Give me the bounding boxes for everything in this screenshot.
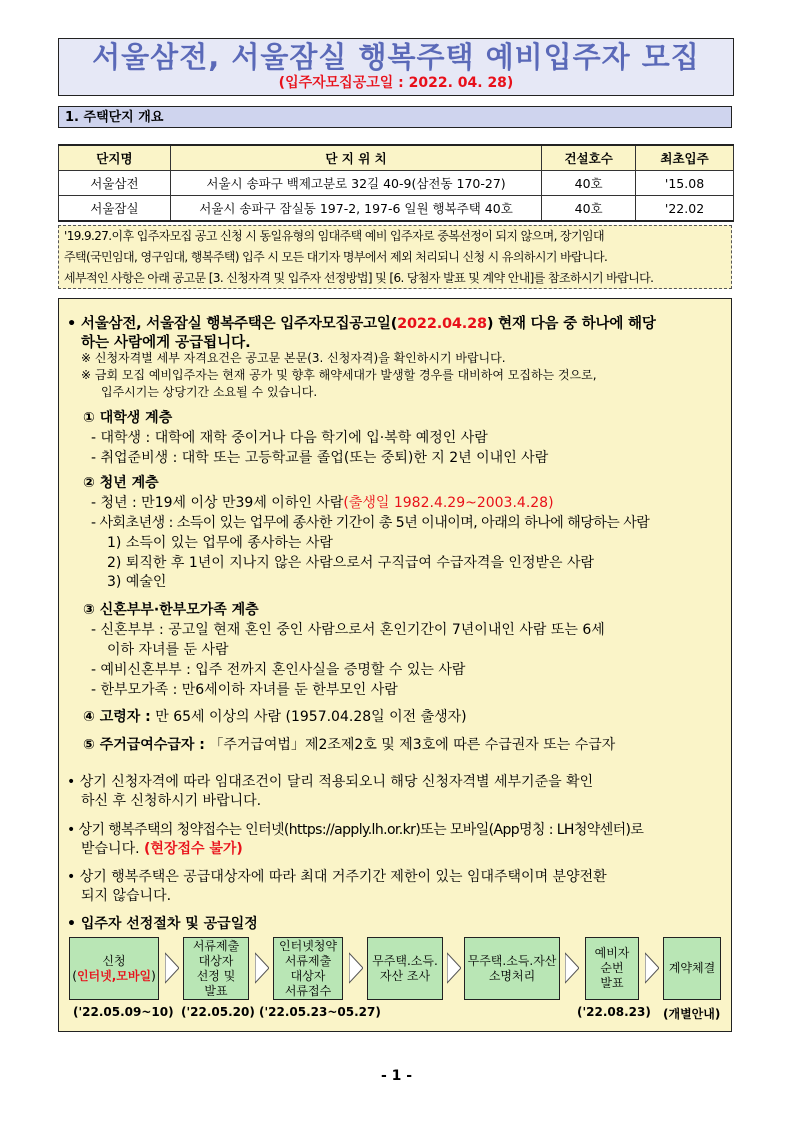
bullet-line: 되지 않습니다. <box>81 888 172 904</box>
group-line-elderly: ④ 고령자 : 만 65세 이상의 사람 (1957.04.28일 이전 출생자) <box>83 709 467 725</box>
bullet-line: 받습니다. (현장접수 불가) <box>81 841 243 857</box>
flow-step-apply: 신청 (인터넷,모바일) <box>69 937 159 1000</box>
flow-step-explanation: 무주택.소득.자산 소명처리 <box>464 937 560 1000</box>
bullet-line: • 상기 행복주택의 청약접수는 인터넷(https://apply.lh.or.kr)또는 모바일(App명칭 : LH청약센터)로 <box>67 822 644 838</box>
intro-note: ※ 신청자격별 세부 자격요건은 공고문 본문(3. 신청자격)을 확인하시기 바랍니다. <box>81 351 506 365</box>
page-title: 서울삼전, 서울잠실 행복주택 예비입주자 모집 <box>92 40 700 74</box>
flow-date: ('22.05.09~10) <box>73 1005 174 1019</box>
intro-line: • 서울삼전, 서울잠실 행복주택은 입주자모집공고일(2022.04.28) 현재 다음 중 하나에 해당 <box>67 316 656 332</box>
group-line: 이하 자녀를 둔 사람 <box>107 642 229 658</box>
bullet-line: 하신 후 신청하시기 바랍니다. <box>81 793 262 809</box>
group-title-elderly: ④ 고령자 : <box>83 709 151 725</box>
group-line: - 사회초년생 : 소득이 있는 업무에 종사한 기간이 총 5년 이내이며, 아래의 하나에 해당하는 사람 <box>91 515 650 531</box>
group-line: - 신혼부부 : 공고일 현재 혼인 중인 사람으로서 혼인기간이 7년이내인 사람 또는 6세 <box>91 622 605 638</box>
title-box <box>58 38 734 96</box>
group-line: 1) 소득이 있는 업무에 종사하는 사람 <box>107 535 333 551</box>
table-cell: 서울잠실 <box>59 196 171 222</box>
flow-step-contract: 계약체결 <box>663 937 721 1000</box>
group-line: - 취업준비생 : 대학 또는 고등학교를 졸업(또는 중퇴)한 지 2년 이내인 사람 <box>91 450 549 466</box>
table-cell: 40호 <box>542 171 636 196</box>
intro-note: 입주시기는 상당기간 소요될 수 있습니다. <box>101 385 318 399</box>
table-header: 건설호수 <box>542 145 636 171</box>
flow-arrow-icon <box>447 945 461 991</box>
bullet-dot: • <box>67 316 81 332</box>
group-title-housing-benefit: ⑤ 주거급여수급자 : <box>83 737 205 753</box>
flow-arrow-icon <box>565 945 579 991</box>
group-title-newlywed: ③ 신혼부부·한부모가족 계층 <box>83 602 259 618</box>
group-line: 2) 퇴직한 후 1년이 지나지 않은 사람으로서 구직급여 수급자격을 인정받은 사람 <box>107 555 595 571</box>
birth-range: (출생일 1982.4.29~2003.4.28) <box>343 495 554 511</box>
group-title-youth: ② 청년 계층 <box>83 475 159 491</box>
flow-date: ('22.08.23) <box>577 1005 651 1019</box>
table-row <box>59 196 734 222</box>
announcement-date-inline: 2022.04.28 <box>397 316 487 332</box>
group-line: - 대학생 : 대학에 재학 중이거나 다음 학기에 입·복학 예정인 사람 <box>91 430 488 446</box>
eligibility-box <box>58 298 732 1032</box>
announcement-date: (입주자모집공고일 : 2022. 04. 28) <box>278 75 514 91</box>
table-cell: 서울시 송파구 잠실동 197-2, 197-6 일원 행복주택 40호 <box>170 196 541 222</box>
table-cell: '15.08 <box>636 171 734 196</box>
table-cell: 서울시 송파구 백제고분로 32길 40-9(삼전동 170-27) <box>170 171 541 196</box>
complex-table <box>58 144 734 222</box>
section-heading: 1. 주택단지 개요 <box>58 106 732 128</box>
table-cell: 서울삼전 <box>59 171 171 196</box>
flow-date: (개별안내) <box>663 1007 721 1021</box>
table-header-row <box>59 145 734 171</box>
flow-step-asset-check: 무주택.소득. 자산 조사 <box>367 937 443 1000</box>
group-line: - 청년 : 만19세 이상 만39세 이하인 사람(출생일 1982.4.29~2003.4.28) <box>91 495 554 511</box>
flow-arrow-icon <box>645 945 659 991</box>
no-onsite-notice: (현장접수 불가) <box>144 841 243 857</box>
page-number: - 1 - <box>380 1068 413 1084</box>
flow-step-online-submission: 인터넷청약 서류제출 대상자 서류접수 <box>273 937 343 1000</box>
bullet-line: • 상기 신청자격에 따라 임대조건이 달리 적용되오니 해당 신청자격별 세부기준을 확인 <box>67 774 594 790</box>
group-line: 3) 예술인 <box>107 574 167 590</box>
table-header: 단 지 위 치 <box>170 145 541 171</box>
table-cell: 40호 <box>542 196 636 222</box>
notice-box <box>58 225 732 289</box>
notice-line: '19.9.27.이후 입주자모집 공고 신청 시 동일유형의 임대주택 예비 입주자로 중복선정이 되지 않으며, 장기임대 <box>64 229 604 243</box>
flow-arrow-icon <box>349 945 363 991</box>
schedule-heading: • 입주자 선정절차 및 공급일정 <box>67 916 258 932</box>
intro-line: 하는 사람에게 공급됩니다. <box>81 335 251 351</box>
table-row <box>59 171 734 196</box>
flow-step-document-target: 서류제출 대상자 선정 및 발표 <box>183 937 249 1000</box>
flow-date: ('22.05.23~05.27) <box>259 1005 381 1019</box>
table-cell: '22.02 <box>636 196 734 222</box>
group-line: - 예비신혼부부 : 입주 전까지 혼인사실을 증명할 수 있는 사람 <box>91 662 466 678</box>
flow-date: ('22.05.20) <box>181 1005 255 1019</box>
intro-note: ※ 금회 모집 예비입주자는 현재 공가 및 향후 해약세대가 발생할 경우를 대비하여 모집하는 것으로, <box>81 368 597 382</box>
flow-step-waitlist-announce: 예비자 순번 발표 <box>585 937 639 1000</box>
notice-line: 주택(국민임대, 영구임대, 행복주택) 입주 시 모든 대기자 명부에서 제외 처리되니 신청 시 유의하시기 바랍니다. <box>64 250 608 264</box>
notice-line: 세부적인 사항은 아래 공고문 [3. 신청자격 및 입주자 선정방법] 및 [6. 당첨자 발표 및 계약 안내]를 참조하시기 바랍니다. <box>64 271 654 285</box>
bullet-line: • 상기 행복주택은 공급대상자에 따라 최대 거주기간 제한이 있는 임대주택이며 분양전환 <box>67 869 607 885</box>
flow-arrow-icon <box>255 945 269 991</box>
table-header: 단지명 <box>59 145 171 171</box>
group-line: - 한부모가족 : 만6세이하 자녀를 둔 한부모인 사람 <box>91 682 398 698</box>
table-header: 최초입주 <box>636 145 734 171</box>
group-line-housing-benefit: ⑤ 주거급여수급자 : 「주거급여법」제2조제2호 및 제3호에 따른 수급권자 또는 수급자 <box>83 737 616 753</box>
flow-arrow-icon <box>165 945 179 991</box>
group-title-students: ① 대학생 계층 <box>83 410 173 426</box>
